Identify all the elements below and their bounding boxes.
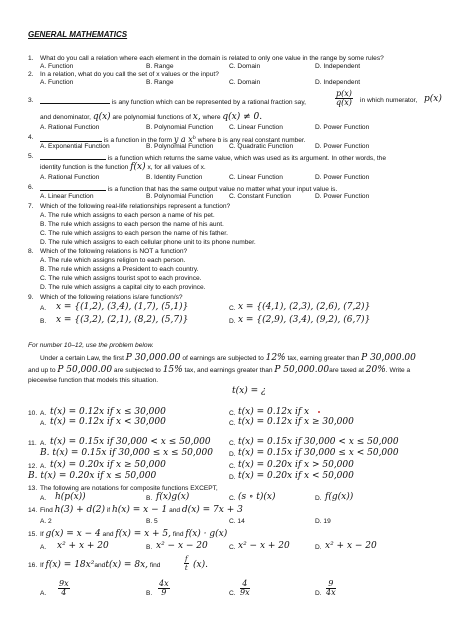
q2-text: In a relation, what do you call the set of x values or the input?: [40, 71, 219, 78]
q12-option-d-label: D.: [229, 474, 236, 481]
q13-option-a: h(p(x)): [55, 492, 86, 502]
q9-text: Which of the following relations is/are function/s?: [40, 294, 183, 301]
q15-option-a: x² + x + 20: [57, 541, 109, 551]
q11-option-d-label: D.: [229, 451, 236, 458]
q15-option-d: x² + x − 20: [325, 541, 377, 551]
q3-text-3: and denominator,: [40, 114, 91, 121]
q14-expression-1: h(3) + d(2): [54, 505, 105, 515]
q15-line: [40, 530, 227, 539]
q11-option-c-label: C.: [229, 440, 236, 447]
q9-option-d: x = {(2,9), (3,4), (9,2), (6,7)}: [238, 315, 371, 325]
q5-option-a: A. Rational Function: [40, 174, 100, 181]
problem-piecewise-label: t(x) = ¿: [232, 386, 266, 396]
q12-option-a: t(x) = 0.20x if x ≥ 50,000: [50, 460, 166, 470]
q12-option-c-label: C.: [229, 463, 236, 470]
q6-option-d: D. Power Function: [315, 193, 370, 200]
q16-option-c-bottom: 9x: [240, 588, 250, 597]
problem-text-8: . Write a: [385, 367, 411, 374]
q6-option-b: B. Polynomial Function: [146, 193, 214, 200]
q16-option-d-bottom: 4x: [326, 588, 336, 597]
q11-option-a: t(x) = 0.15x if 30,000 < x ≤ 50,000: [50, 437, 211, 447]
q3-px: p(x): [424, 94, 442, 104]
q11-option-a-label: A.: [40, 440, 47, 447]
problem-text-3: tax, earning greater than: [287, 355, 360, 362]
q5-text-2: identity function is the function: [40, 164, 129, 171]
q16-option-d-label: D.: [315, 590, 322, 597]
q16-option-c-label: C.: [229, 590, 236, 597]
q1-number: 1.: [28, 55, 34, 62]
q13-number: 13.: [28, 485, 38, 492]
q5-option-c: C. Linear Function: [229, 174, 283, 181]
q15-expression-1: g(x) = x − 4: [45, 529, 101, 539]
q14-text-3: and: [169, 507, 181, 514]
q16-expression-2: t(x) = 8x,: [105, 560, 148, 570]
q16-fraction-bottom: t: [184, 564, 188, 572]
q1-option-d: D. Independent: [315, 63, 361, 70]
q14-option-a: A. 2: [40, 518, 52, 525]
q10-option-c-label: C.: [229, 410, 236, 417]
q9-option-d-label: D.: [229, 318, 236, 325]
q9-option-a: x = {(1,2), (3,4), (1,7), (5,1)}: [56, 302, 189, 312]
q10-option-a2: t(x) = 0.12x if x < 30,000: [50, 417, 166, 427]
q14-line: [40, 506, 243, 515]
q4-option-b: B. Polynomial Function: [146, 143, 214, 150]
q7-number: 7.: [28, 203, 34, 210]
q10-option-a2-label: A.: [40, 420, 47, 427]
q2-number: 2.: [28, 71, 34, 78]
q2-option-c: C. Domain: [229, 79, 261, 86]
q16-option-a-bottom: 4: [61, 588, 67, 597]
q3-fraction-bottom: q(x): [336, 98, 352, 107]
q5-number: 5.: [28, 153, 34, 160]
q8-option-d: D. The rule which assigns a capital city to each province.: [40, 284, 206, 291]
q15-option-c-label: C.: [229, 544, 236, 551]
q16-option-c: [240, 580, 250, 597]
q13-option-b-label: B.: [146, 495, 153, 502]
q12-option-d: t(x) = 0.20x if x < 50,000: [238, 471, 354, 481]
q8-option-c: C. The rule which assigns tourist spot to each province.: [40, 275, 202, 282]
q8-option-a: A. The rule which assigns religion to each person.: [40, 257, 186, 264]
problem-text-2: of earnings are subjected to: [182, 355, 264, 362]
q12-option-a-label: A.: [40, 463, 47, 470]
q3-qx: q(x): [92, 112, 111, 122]
q9-number: 9.: [28, 294, 34, 301]
q2-option-d: D. Independent: [315, 79, 361, 86]
q13-option-b: f(x)g(x): [156, 492, 190, 502]
q8-text: Which of the following relations is NOT a function?: [40, 248, 188, 255]
q15-option-b: x² − x − 20: [156, 541, 208, 551]
q5-fx: f(x): [130, 162, 146, 172]
q6-number: 6.: [28, 184, 34, 191]
problem-percent-1: 12%: [265, 353, 286, 363]
q16-text-3: find: [149, 562, 161, 569]
q12-option-c: t(x) = 0.20x if x > 50,000: [238, 460, 354, 470]
q5-option-d: D. Power Function: [315, 174, 370, 181]
q15-option-b-label: B.: [146, 544, 153, 551]
q15-expression-3: f(x) · g(x): [185, 529, 228, 539]
q15-option-d-label: D.: [315, 544, 322, 551]
q1-text: What do you call a relation where each element in the domain is related to only one value in the range by some rules?: [40, 55, 384, 62]
problem-intro: For number 10–12, use the problem below.: [28, 342, 154, 349]
q15-expression-2: f(x) = x + 5,: [115, 529, 172, 539]
q4-text-2: where b is any real constant number.: [197, 137, 306, 145]
q5-option-b: B. Identity Function: [146, 174, 203, 181]
q10-option-c2: t(x) = 0.12x if x ≥ 30,000: [238, 417, 354, 427]
q6-option-c: C. Constant Function: [229, 193, 291, 200]
q16-line: [40, 561, 160, 570]
q16-option-d: [326, 580, 336, 597]
q11-number: 11.: [28, 440, 37, 447]
q3-option-d: D. Power Function: [315, 124, 370, 131]
q3-text-1: is any function which can be represented by a rational fraction say,: [111, 99, 306, 106]
q3-line2: [40, 113, 262, 122]
q16-option-b-label: B.: [146, 590, 153, 597]
q13-text: The following are notations for composite functions EXCEPT,: [40, 485, 218, 492]
q1-option-c: C. Domain: [229, 63, 261, 70]
problem-percent-2: 15%: [162, 365, 183, 375]
problem-line1: [40, 354, 416, 363]
q14-option-c: C. 14: [229, 518, 245, 525]
q16-fraction: [184, 555, 189, 572]
q3-text-5: where: [202, 114, 221, 121]
q15-text-2: and: [102, 531, 114, 538]
q10-option-a-label: A.: [40, 410, 47, 417]
q14-expression-3: d(x) = 7x + 3: [181, 505, 243, 515]
q9-option-b: x = {(3,2), (2,1), (8,2), (5,7)}: [56, 315, 189, 325]
q14-option-b: B. 5: [146, 518, 158, 525]
q16-option-c-top: 4: [240, 580, 250, 589]
q7-option-d: D. The rule which assigns to each cellular phone unit to its phone number.: [40, 239, 256, 246]
q3-x: x,: [192, 112, 201, 122]
q10-option-c2-label: C.: [229, 420, 236, 427]
q5-text-3: x, for all values of x.: [147, 164, 206, 171]
q16-expression-1: f(x) = 18x²: [45, 560, 95, 570]
problem-text-9: piecewise function that models this situation.: [28, 377, 159, 384]
problem-value-3: P 50,000.00: [57, 365, 113, 375]
problem-value-2: P 30,000.00: [361, 353, 416, 363]
q16-expression-end: (x).: [193, 560, 208, 570]
q13-option-d: f(g(x)): [325, 492, 354, 502]
q14-text-1: Find: [40, 507, 53, 514]
problem-text-1: Under a certain Law, the first: [40, 355, 124, 362]
q16-option-b: [158, 580, 170, 597]
q3-line1: [40, 97, 306, 107]
q9-option-b-label: B.: [40, 318, 47, 325]
q16-option-a-top: 9x: [59, 579, 69, 588]
q1-option-a: A. Function: [40, 63, 74, 70]
q11-option-b: B. t(x) = 0.15x if 30,000 ≤ x ≤ 50,000: [40, 448, 213, 458]
q13-option-d-label: D.: [315, 495, 322, 502]
q15-number: 15.: [28, 531, 38, 538]
q11-option-c: t(x) = 0.15x if 30,000 < x ≤ 50,000: [238, 437, 399, 447]
q15-text-1: If: [40, 531, 44, 538]
problem-text-7: are taxed at: [329, 367, 364, 374]
red-mark: [318, 411, 320, 413]
q7-option-a: A. The rule which assigns to each person a name of his pet.: [40, 212, 215, 219]
q11-option-d: t(x) = 0.15x if 30,000 ≤ x < 50,000: [238, 448, 399, 458]
q10-option-c: t(x) = 0.12x if x: [238, 407, 310, 417]
q16-text-2: and: [94, 562, 106, 569]
q6-blank: [40, 184, 106, 191]
q4-option-d: D. Power Function: [315, 143, 370, 150]
q4-number: 4.: [28, 134, 34, 141]
q3-text-4: are polynomial functions of: [112, 114, 191, 121]
q3-q-not-zero: q(x) ≠ 0.: [222, 112, 263, 122]
q3-option-a: A. Rational Function: [40, 124, 100, 131]
problem-percent-3: 20%: [365, 365, 386, 375]
q7-option-c: C. The rule which assigns to each person the name of his father.: [40, 230, 228, 237]
q8-option-b: B. The rule which assigns a President to each country.: [40, 266, 199, 273]
q5-blank: [40, 153, 106, 160]
q15-option-a-label: A.: [40, 544, 47, 551]
q5-text-1: is a function which returns the same value, which was used as its argument. In other words, the: [107, 155, 387, 162]
q3-text-2: in which numerator,: [360, 97, 418, 104]
q4-exponent: b: [192, 135, 196, 141]
q16-text-1: If: [40, 562, 44, 569]
q16-number: 16.: [28, 562, 38, 569]
q2-option-b: B. Range: [146, 79, 174, 86]
problem-text-6: tax, and earnings greater than: [184, 367, 273, 374]
q4-option-a: A. Exponential Function: [40, 143, 110, 150]
q14-text-2: if: [106, 507, 111, 514]
q6-text: is a function that has the same output value no matter what your input value is.: [107, 186, 338, 193]
problem-value-1: P 30,000.00: [125, 353, 181, 363]
q5-line2: [40, 163, 206, 172]
q4-form: y a x: [173, 135, 193, 145]
q15-text-3: find: [172, 531, 184, 538]
q7-text: Which of the following real-life relationships represent a function?: [40, 203, 231, 210]
q3-option-b: B. Polynomial Function: [146, 124, 214, 131]
problem-value-4: P 50,000.00: [274, 365, 330, 375]
q4-blank: [40, 135, 102, 142]
q16-option-a: [58, 580, 70, 597]
q6-option-a: A. Linear Function: [40, 193, 94, 200]
q10-number: 10.: [28, 410, 38, 417]
problem-text-4: and up to: [28, 367, 56, 374]
problem-text-5: are subjected to: [113, 367, 161, 374]
problem-line2: [28, 366, 410, 375]
q15-option-c: x² − x + 20: [238, 541, 290, 551]
q9-option-c: x = {(4,1), (2,3), (2,6), (7,2)}: [238, 302, 371, 312]
q16-option-b-top: 4x: [159, 579, 169, 588]
q12-number: 12.: [28, 463, 38, 470]
q5-line1: [40, 153, 386, 163]
q7-option-b: B. The rule which assigns to each person the name of his aunt.: [40, 221, 224, 228]
q13-option-a-label: A.: [40, 495, 47, 502]
q9-option-c-label: C.: [229, 305, 236, 312]
q16-fraction-top: f: [185, 555, 188, 563]
q3-number: 3.: [28, 97, 34, 104]
q14-option-d: D. 19: [315, 518, 331, 525]
q2-option-a: A. Function: [40, 79, 74, 86]
q13-option-c: (s ∘ t)(x): [238, 492, 276, 502]
q16-option-a-label: A.: [40, 590, 47, 597]
q9-option-a-label: A.: [40, 305, 47, 312]
q4-text-1: is a function in the form: [103, 137, 173, 145]
q4-option-c: C. Quadratic Function: [229, 143, 294, 150]
q8-number: 8.: [28, 248, 34, 255]
q1-option-b: B. Range: [146, 63, 174, 70]
q13-option-c-label: C.: [229, 495, 236, 502]
q3-blank: [40, 97, 110, 104]
q3-fraction-top: p(x): [336, 89, 352, 98]
q14-expression-2: h(x) = x − 1: [111, 505, 168, 515]
q16-option-d-top: 9: [326, 580, 336, 589]
page-title: GENERAL MATHEMATICS: [28, 30, 128, 39]
q10-option-a: t(x) = 0.12x if x ≤ 30,000: [50, 407, 166, 417]
q3-option-c: C. Linear Function: [229, 124, 283, 131]
q14-number: 14.: [28, 507, 38, 514]
q16-option-b-bottom: 9: [161, 588, 167, 597]
q3-fraction: [335, 90, 353, 107]
q12-option-b: B. t(x) = 0.20x if x ≤ 50,000: [28, 471, 157, 481]
